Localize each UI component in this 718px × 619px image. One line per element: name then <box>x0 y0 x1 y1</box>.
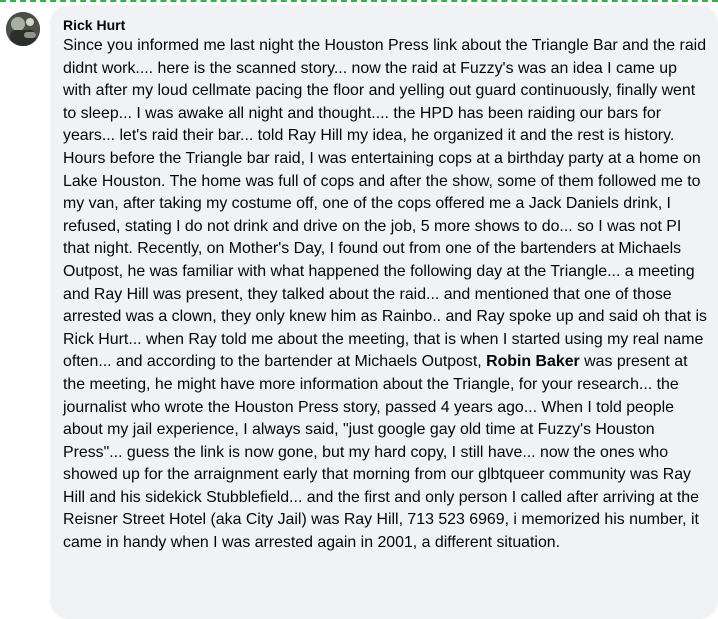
comment-text-part-1: Since you informed me last night the Houston Press link about the Triangle Bar and the raid didnt work.... here is the scanned story... now the raid at Fuzzy's was an idea I came up with after my loud cellmate pacing the floor and yelling out guard continuously, finally went to sleep... I was awake all night and thought.... the HPD has been raiding our bars for years... let's raid their bar... told Ray Hill my idea, he organized it and the rest is history. Hours before the Triangle bar raid, I was entertaining cops at a birthday party at a home on Lake Houston. The home was full of cops and after the show, some of them followed me to my van, after taking my costume off, one of the cops offered me a Jack Daniels drink, I refused, stating I do not drink and drive on the job, 5 more shows to do... so I was not PI that night. Recently, on Mother's Day, I found out from one of the bartenders at Michaels Outpost, he was familiar with what happened the following day at the Triangle... a meeting and Ray Hill was present, they talked about the raid... and mentioned that one of those arrested was a clown, they only knew him as Rainbo.. and Ray spoke up and said oh that is Rick Hurt... when Ray told me about the meeting, that is when I started using my real name often... and according to the bartender at Michaels Outpost, <box>63 37 707 371</box>
comment-text <box>63 35 708 555</box>
profile-photo-icon <box>6 12 40 46</box>
mention-robin-baker[interactable]: Robin Baker <box>486 353 580 371</box>
comment-author-name[interactable]: Rick Hurt <box>63 17 126 33</box>
top-divider <box>0 0 718 2</box>
comment-bubble <box>50 5 718 619</box>
avatar[interactable] <box>6 12 40 46</box>
comment-text-part-2: was present at the meeting, he might have more information about the Triangle, for your research... the journalist who wrote the Houston Press story, passed 4 years ago... When I told people about my jail experience, I always said, "just google gay old time at Fuzzy's Houston Press"... guess the link is now gone, but my hard copy, I still have... now the ones who showed up for the arraignment early that morning from our glbtqueer community was Ray Hill and his sidekick Stubblefield... and the first and only person I called after arriving at the Reisner Street Hotel (aka City Jail) was Ray Hill, 713 523 6969, i memorized his number, it came in handy when I was arrested again in 2001, a different situation. <box>63 353 699 552</box>
